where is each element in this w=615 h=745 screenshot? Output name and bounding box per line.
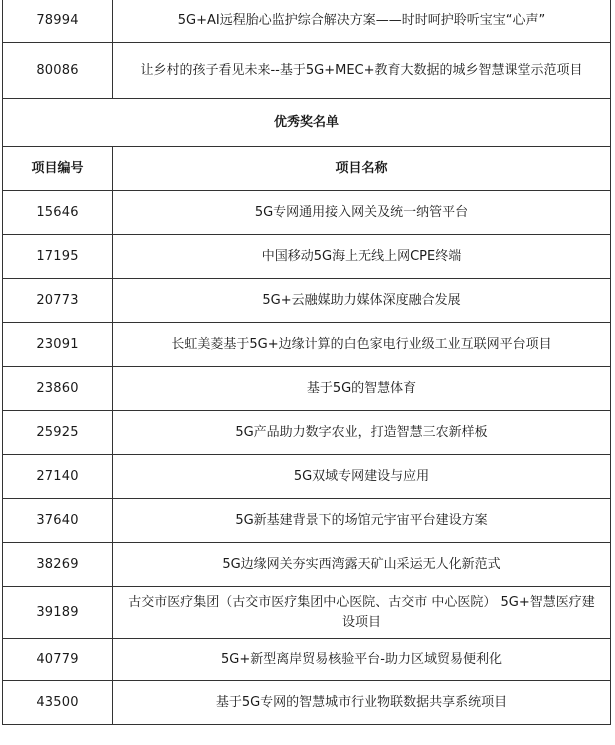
table-row bbox=[3, 0, 611, 43]
project-name-cell: 5G专网通用接入网关及统一纳管平台 bbox=[113, 191, 611, 235]
project-name-cell: 5G边缘网关夯实西湾露天矿山采运无人化新范式 bbox=[113, 543, 611, 587]
project-id-cell: 43500 bbox=[3, 681, 113, 725]
table-row bbox=[3, 191, 611, 235]
award-table bbox=[2, 0, 611, 725]
project-id-cell: 25925 bbox=[3, 411, 113, 455]
header-row bbox=[3, 147, 611, 191]
project-id-cell: 23860 bbox=[3, 367, 113, 411]
project-id-cell: 78994 bbox=[3, 0, 113, 43]
table-row bbox=[3, 323, 611, 367]
project-name-cell: 5G双域专网建设与应用 bbox=[113, 455, 611, 499]
project-id-cell: 17195 bbox=[3, 235, 113, 279]
table-row bbox=[3, 235, 611, 279]
table-row bbox=[3, 279, 611, 323]
project-id-cell: 38269 bbox=[3, 543, 113, 587]
project-id-cell: 20773 bbox=[3, 279, 113, 323]
project-name-cell: 基于5G的智慧体育 bbox=[113, 367, 611, 411]
project-id-cell: 80086 bbox=[3, 43, 113, 99]
project-id-cell: 40779 bbox=[3, 639, 113, 681]
project-id-cell: 23091 bbox=[3, 323, 113, 367]
table-row bbox=[3, 411, 611, 455]
project-name-cell: 5G+AI远程胎心监护综合解决方案——时时呵护聆听宝宝“心声” bbox=[113, 0, 611, 43]
project-name-cell: 让乡村的孩子看见未来--基于5G+MEC+教育大数据的城乡智慧课堂示范项目 bbox=[113, 43, 611, 99]
project-name-cell: 长虹美菱基于5G+边缘计算的白色家电行业级工业互联网平台项目 bbox=[113, 323, 611, 367]
column-header-id: 项目编号 bbox=[3, 147, 113, 191]
project-name-cell: 基于5G专网的智慧城市行业物联数据共享系统项目 bbox=[113, 681, 611, 725]
section-row bbox=[3, 99, 611, 147]
project-id-cell: 15646 bbox=[3, 191, 113, 235]
project-name-cell: 5G产品助力数字农业，打造智慧三农新样板 bbox=[113, 411, 611, 455]
table-row bbox=[3, 367, 611, 411]
table-row bbox=[3, 499, 611, 543]
project-name-cell: 5G+新型离岸贸易核验平台-助力区域贸易便利化 bbox=[113, 639, 611, 681]
table-row bbox=[3, 43, 611, 99]
project-id-cell: 37640 bbox=[3, 499, 113, 543]
project-id-cell: 27140 bbox=[3, 455, 113, 499]
section-title: 优秀奖名单 bbox=[3, 99, 611, 147]
award-list-document bbox=[2, 0, 610, 725]
column-header-name: 项目名称 bbox=[113, 147, 611, 191]
project-name-cell: 5G+云融媒助力媒体深度融合发展 bbox=[113, 279, 611, 323]
table-row bbox=[3, 543, 611, 587]
project-name-cell: 中国移动5G海上无线上网CPE终端 bbox=[113, 235, 611, 279]
project-name-cell: 5G新基建背景下的场馆元宇宙平台建设方案 bbox=[113, 499, 611, 543]
project-id-cell: 39189 bbox=[3, 587, 113, 639]
project-name-cell: 古交市医疗集团（古交市医疗集团中心医院、古交市 中心医院） 5G+智慧医疗建设项目 bbox=[113, 587, 611, 639]
table-row bbox=[3, 455, 611, 499]
table-row bbox=[3, 681, 611, 725]
table-row bbox=[3, 639, 611, 681]
table-row bbox=[3, 587, 611, 639]
